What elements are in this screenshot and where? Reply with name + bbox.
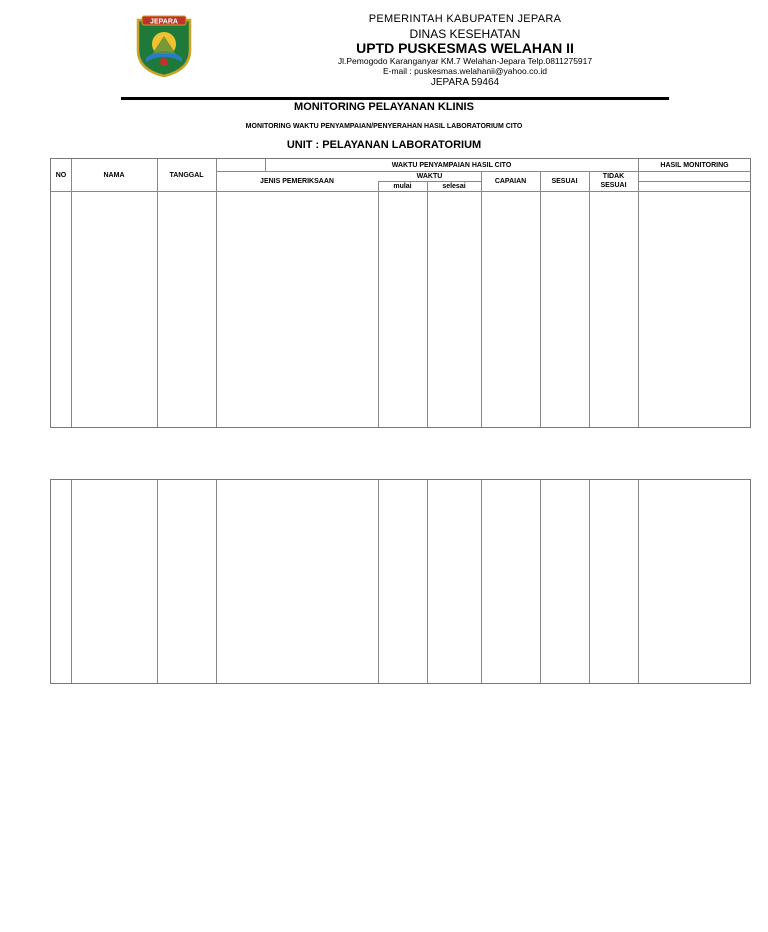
jepara-logo <box>132 14 196 78</box>
monitoring-table <box>50 158 751 428</box>
col-selesai: selesai <box>442 182 466 190</box>
col-tidak-sesuai: TIDAK SESUAI <box>600 173 627 189</box>
col-jenis-pemeriksaan: JENIS PEMERIKSAAN <box>260 177 334 185</box>
header-line-government: PEMERINTAH KABUPATEN JEPARA <box>368 13 562 25</box>
col-sesuai: SESUAI <box>551 177 578 185</box>
col-hasil-monitoring: HASIL MONITORING <box>660 161 729 169</box>
letterhead-rule <box>121 97 669 100</box>
col-mulai: mulai <box>393 182 412 190</box>
header-line-address: Jl.Pemogodo Karanganyar KM.7 Welahan-Jepara Telp.0811275917 <box>337 56 593 66</box>
header-line-institution: UPTD PUSKESMAS WELAHAN II <box>356 40 574 56</box>
header-line-city: JEPARA 59464 <box>430 77 500 88</box>
header-line-email: E-mail : puskesmas.welahanii@yahoo.co.id <box>382 66 548 76</box>
header-line-department: DINAS KESEHATAN <box>409 27 521 41</box>
monitoring-table-continued <box>50 479 751 684</box>
page-subtitle: MONITORING WAKTU PENYAMPAIAN/PENYERAHAN HASIL LABORATORIUM CITO <box>245 123 523 130</box>
col-no: NO <box>55 171 67 179</box>
unit-title: UNIT : PELAYANAN LABORATORIUM <box>286 139 482 151</box>
page-title: MONITORING PELAYANAN KLINIS <box>294 101 474 113</box>
col-capaian: CAPAIAN <box>494 177 527 185</box>
logo-text: JEPARA <box>150 18 178 26</box>
col-tanggal: TANGGAL <box>169 171 204 179</box>
col-nama: NAMA <box>103 171 125 179</box>
col-waktu-group: WAKTU PENYAMPAIAN HASIL CITO <box>391 161 512 169</box>
col-waktu: WAKTU <box>416 172 443 180</box>
